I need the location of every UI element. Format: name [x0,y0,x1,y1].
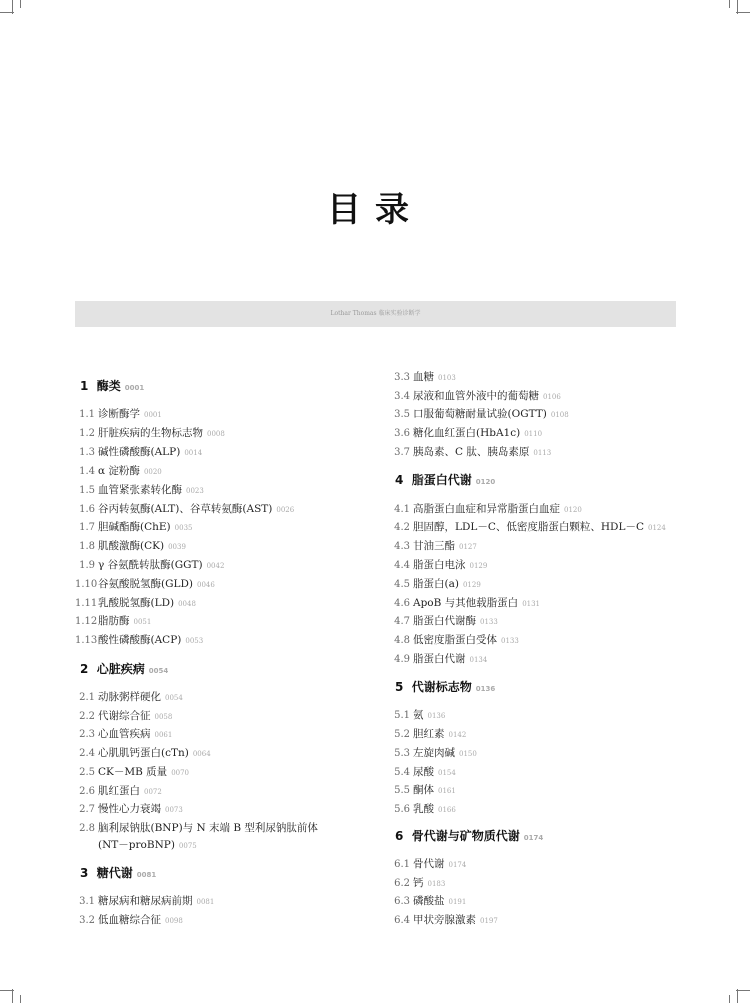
toc-entry[interactable]: 4.3 甘油三酯 0127 [394,540,477,552]
toc-entry[interactable]: 1.13酸性磷酸酶(ACP) 0053 [75,634,204,646]
toc-entry[interactable]: 2.7 慢性心力衰竭 0073 [79,803,183,815]
crop-mark [736,12,750,13]
toc-entry[interactable]: 2.6 肌红蛋白 0072 [79,785,162,797]
toc-entry[interactable]: 1.12脂肪酶 0051 [75,615,152,627]
toc-entry[interactable]: 1.4 α 淀粉酶 0020 [79,465,162,477]
crop-mark [736,990,750,991]
running-header-banner: Lothar Thomas 临床实验诊断学 [75,301,676,327]
toc-entry[interactable]: 2.8 脑利尿钠肽(BNP)与 N 末端 B 型利尿钠肽前体 [79,822,318,834]
toc-section-heading[interactable]: 5 代谢标志物 0136 [395,680,496,694]
toc-section-heading[interactable]: 1 酶类 0001 [80,379,145,393]
toc-entry[interactable]: 1.9 γ 谷氨酰转肽酶(GGT) 0042 [79,559,225,571]
toc-entry[interactable]: 4.9 脂蛋白代谢 0134 [394,653,488,665]
crop-mark [729,0,730,8]
crop-mark [0,990,14,991]
toc-entry[interactable]: 4.6 ApoB 与其他载脂蛋白 0131 [394,597,541,609]
toc-entry[interactable]: 2.3 心血管疾病 0061 [79,728,173,740]
crop-mark [729,995,730,1003]
toc-entry[interactable]: 2.1 动脉粥样硬化 0054 [79,691,183,703]
toc-entry[interactable]: 4.1 高脂蛋白血症和异常脂蛋白血症 0120 [394,503,582,515]
toc-section-heading[interactable]: 6 骨代谢与矿物质代谢 0174 [395,829,544,843]
toc-entry[interactable]: 1.7 胆碱酯酶(ChE) 0035 [79,521,193,533]
toc-entry[interactable]: 1.8 肌酸激酶(CK) 0039 [79,540,186,552]
page-title: 目录 [327,190,423,230]
toc-entry[interactable]: 3.1 糖尿病和糖尿病前期 0081 [79,895,215,907]
toc-entry[interactable]: 5.6 乳酸 0166 [394,803,456,815]
toc-entry[interactable]: 1.6 谷丙转氨酶(ALT)、谷草转氨酶(AST) 0026 [79,503,295,515]
toc-entry[interactable]: 4.7 脂蛋白代谢酶 0133 [394,615,498,627]
toc-entry[interactable]: 4.2 胆固醇，LDL－C、低密度脂蛋白颗粒、HDL－C 0124 [394,521,666,533]
toc-entry[interactable]: 5.3 左旋肉碱 0150 [394,747,477,759]
toc-section-heading[interactable]: 2 心脏疾病 0054 [80,662,169,676]
toc-entry[interactable]: 4.4 脂蛋白电泳 0129 [394,559,488,571]
toc-entry-continuation[interactable]: (NT－proBNP) 0075 [98,839,197,851]
toc-entry[interactable]: 6.3 磷酸盐 0191 [394,895,467,907]
toc-entry[interactable]: 2.4 心肌肌钙蛋白(cTn) 0064 [79,747,211,759]
toc-entry[interactable]: 5.1 氨 0136 [394,709,446,721]
toc-entry[interactable]: 1.1 诊断酶学 0001 [79,408,162,420]
crop-mark [20,0,21,8]
toc-entry[interactable]: 2.2 代谢综合征 0058 [79,710,173,722]
toc-entry[interactable]: 1.2 肝脏疾病的生物标志物 0008 [79,427,225,439]
toc-entry[interactable]: 2.5 CK－MB 质量 0070 [79,766,190,778]
toc-section-heading[interactable]: 3 糖代谢 0081 [80,866,157,880]
toc-entry[interactable]: 5.2 胆红素 0142 [394,728,467,740]
toc-entry[interactable]: 1.10谷氨酸脱氢酶(GLD) 0046 [75,578,215,590]
toc-entry[interactable]: 3.6 糖化血红蛋白(HbA1c) 0110 [394,427,543,439]
crop-mark [0,12,14,13]
crop-mark [737,989,738,1003]
toc-entry[interactable]: 1.11乳酸脱氢酶(LD) 0048 [75,597,196,609]
toc-entry[interactable]: 4.8 低密度脂蛋白受体 0133 [394,634,519,646]
crop-mark [12,989,13,1003]
toc-entry[interactable]: 3.5 口服葡萄糖耐量试验(OGTT) 0108 [394,408,569,420]
toc-entry[interactable]: 5.5 酮体 0161 [394,784,456,796]
toc-entry[interactable]: 3.2 低血糖综合征 0098 [79,914,183,926]
toc-entry[interactable]: 6.2 钙 0183 [394,877,446,889]
toc-entry[interactable]: 3.3 血糖 0103 [394,371,456,383]
toc-entry[interactable]: 1.5 血管紧张素转化酶 0023 [79,484,204,496]
toc-entry[interactable]: 1.3 碱性磷酸酶(ALP) 0014 [79,446,203,458]
crop-mark [20,995,21,1003]
toc-entry[interactable]: 3.4 尿液和血管外液中的葡萄糖 0106 [394,390,561,402]
toc-entry[interactable]: 4.5 脂蛋白(a) 0129 [394,578,481,590]
toc-entry[interactable]: 5.4 尿酸 0154 [394,766,456,778]
toc-section-heading[interactable]: 4 脂蛋白代谢 0120 [395,473,496,487]
toc-entry[interactable]: 3.7 胰岛素、C 肽、胰岛素原 0113 [394,446,552,458]
toc-entry[interactable]: 6.1 骨代谢 0174 [394,858,467,870]
toc-entry[interactable]: 6.4 甲状旁腺激素 0197 [394,914,498,926]
